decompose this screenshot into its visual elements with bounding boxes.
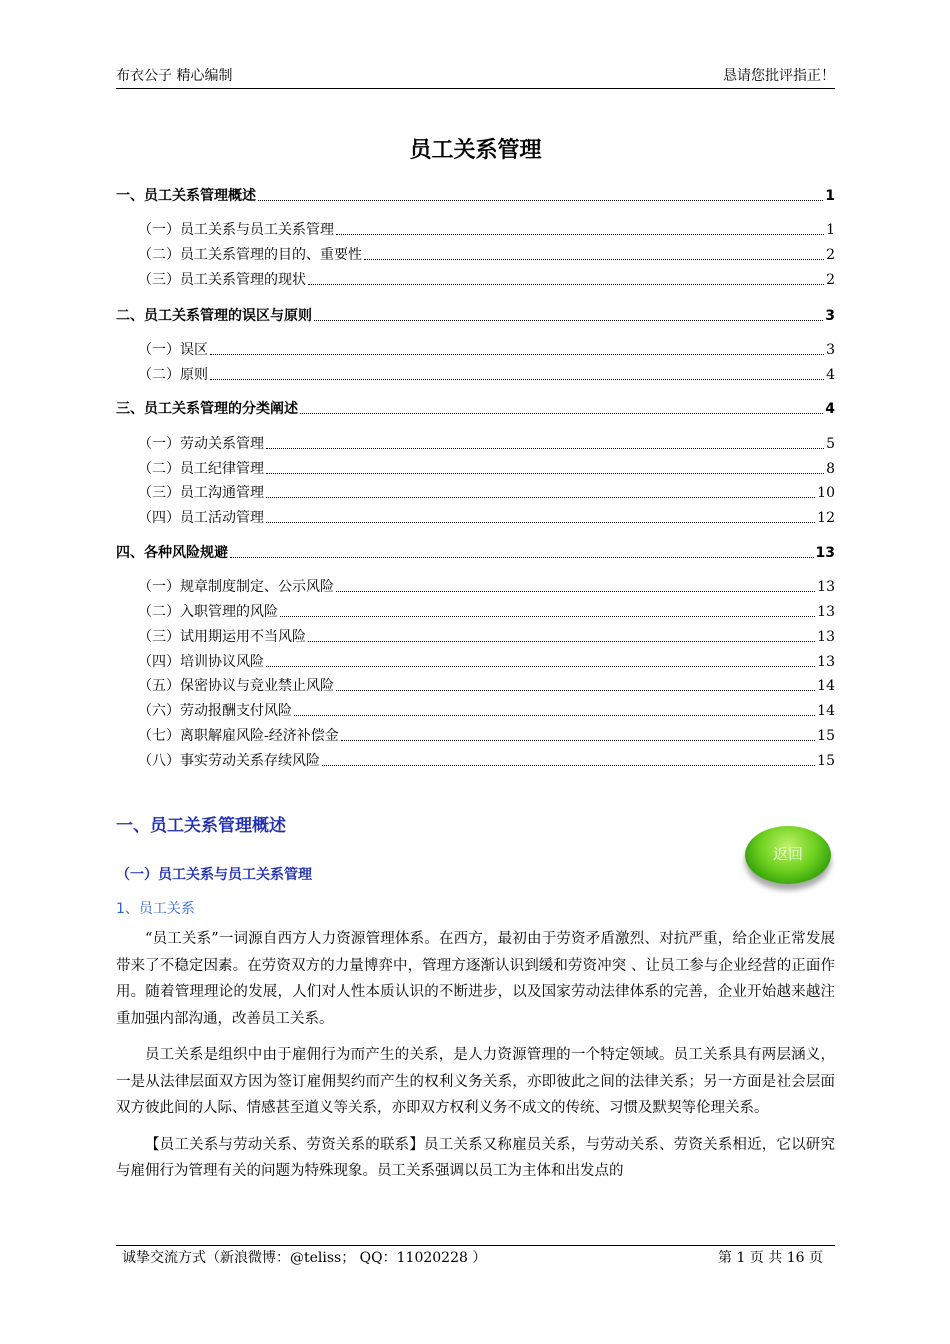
toc-entry-page: 15 <box>817 753 835 769</box>
toc-entry-title: （二）原则 <box>138 367 208 383</box>
toc-entry-page: 1 <box>825 188 835 204</box>
toc-entry-page: 13 <box>815 545 835 561</box>
header-left-text: 布衣公子 精心编制 <box>116 68 233 84</box>
toc-entry-page: 3 <box>825 308 835 324</box>
toc-entry[interactable] <box>116 652 835 672</box>
toc-entry-page: 15 <box>817 728 835 744</box>
toc-entry-title: （一）员工关系与员工关系管理 <box>138 222 334 238</box>
toc-entry-title: （一）劳动关系管理 <box>138 436 264 452</box>
toc-entry-title: （一）误区 <box>138 342 208 358</box>
toc-entry-title: （二）员工关系管理的目的、重要性 <box>138 247 362 263</box>
toc-dot-leader <box>294 715 815 716</box>
toc-entry[interactable] <box>116 399 835 419</box>
toc-dot-leader <box>266 522 815 523</box>
toc-entry[interactable] <box>116 340 835 360</box>
toc-entry-page: 1 <box>826 222 835 238</box>
paragraph: 【员工关系与劳动关系、劳资关系的联系】员工关系又称雇员关系，与劳动关系、劳资关系相近，它以研究与雇佣行为管理有关的问题为特殊现象。员工关系强调以员工为主体和出发点的 <box>116 1136 835 1179</box>
toc-dot-leader <box>210 379 824 380</box>
toc-entry[interactable] <box>116 186 835 206</box>
toc-dot-leader <box>336 234 824 235</box>
toc-entry-title: 四、各种风险规避 <box>116 545 228 561</box>
toc-dot-leader <box>308 284 824 285</box>
toc-entry-title: （三）员工沟通管理 <box>138 485 264 501</box>
toc-entry-page: 5 <box>826 436 835 452</box>
toc-entry-page: 4 <box>826 367 835 383</box>
toc-entry-title: （四）员工活动管理 <box>138 510 264 526</box>
toc-dot-leader <box>266 497 815 498</box>
paragraph: 员工关系是组织中由于雇佣行为而产生的关系，是人力资源管理的一个特定领域。员工关系具有两层涵义，一是从法律层面双方因为签订雇佣契约而产生的权利义务关系，亦即彼此之间的法律关系；另一方面是社会层面双方彼此间的人际、情感甚至道义等关系，亦即双方权利义务不成文的传统、习惯及默契等伦理关系。 <box>116 1047 835 1116</box>
header-right-text: 恳请您批评指正！ <box>723 68 835 84</box>
toc-entry-page: 4 <box>825 401 835 417</box>
section-heading: 一、员工关系管理概述 <box>116 816 286 836</box>
toc-entry[interactable] <box>116 459 835 479</box>
toc-entry[interactable] <box>116 577 835 597</box>
toc-dot-leader <box>266 473 824 474</box>
toc-dot-leader <box>341 740 815 741</box>
toc-entry-page: 12 <box>817 510 835 526</box>
toc-entry-title: 三、员工关系管理的分类阐述 <box>116 401 298 417</box>
toc-dot-leader <box>314 320 823 321</box>
toc-entry-title: （五）保密协议与竞业禁止风险 <box>138 678 334 694</box>
toc-entry-title: （二）入职管理的风险 <box>138 604 278 620</box>
toc-entry-page: 14 <box>817 703 835 719</box>
toc-entry[interactable] <box>116 245 835 265</box>
toc-entry-page: 2 <box>826 247 835 263</box>
toc-entry-page: 10 <box>817 485 835 501</box>
toc-entry[interactable] <box>116 751 835 771</box>
toc-entry-title: （一）规章制度制定、公示风险 <box>138 579 334 595</box>
toc-entry[interactable] <box>116 726 835 746</box>
toc-dot-leader <box>230 557 814 558</box>
toc-dot-leader <box>336 690 815 691</box>
toc-dot-leader <box>308 641 815 642</box>
toc-entry-title: （三）试用期运用不当风险 <box>138 629 306 645</box>
page-footer <box>116 1245 835 1268</box>
body-text <box>116 926 835 1195</box>
toc-entry[interactable] <box>116 270 835 290</box>
toc-entry-page: 14 <box>817 678 835 694</box>
toc-entry-title: （六）劳动报酬支付风险 <box>138 703 292 719</box>
footer-page-number: 第 1 页 共 16 页 <box>718 1250 823 1266</box>
subsection-heading: （一）员工关系与员工关系管理 <box>116 867 312 883</box>
back-button[interactable]: 返回 <box>745 826 831 884</box>
toc-entry-title: 二、员工关系管理的误区与原则 <box>116 308 312 324</box>
toc-entry[interactable] <box>116 365 835 385</box>
paragraph: “员工关系”一词源自西方人力资源管理体系。在西方，最初由于劳资矛盾激烈、对抗严重，给企业正常发展带来了不稳定因素。在劳资双方的力量博弈中，管理方逐渐认识到缓和劳资冲突 、让员工参与企业经营的正面作用。随着管理理论的发展，人们对人性本质认识的不断进步，以及国家劳动法律体系的完善，企业开始越来越注重加强内部沟通，改善员工关系。 <box>116 931 835 1027</box>
toc-dot-leader <box>210 354 824 355</box>
toc-dot-leader <box>266 666 815 667</box>
toc-entry-page: 2 <box>826 272 835 288</box>
toc-entry-page: 13 <box>817 654 835 670</box>
toc-entry[interactable] <box>116 676 835 696</box>
footer-contact: 诚挚交流方式（新浪微博：@teliss； QQ：11020228 ） <box>122 1250 487 1266</box>
toc-entry[interactable] <box>116 434 835 454</box>
toc-entry[interactable] <box>116 627 835 647</box>
toc-entry-title: （三）员工关系管理的现状 <box>138 272 306 288</box>
toc-entry[interactable] <box>116 602 835 622</box>
toc-entry-title: （四）培训协议风险 <box>138 654 264 670</box>
toc-entry-title: 一、员工关系管理概述 <box>116 188 256 204</box>
toc-entry[interactable] <box>116 508 835 528</box>
toc-entry[interactable] <box>116 220 835 240</box>
toc-dot-leader <box>336 591 815 592</box>
toc-entry[interactable] <box>116 701 835 721</box>
toc-entry[interactable] <box>116 543 835 563</box>
toc-entry-page: 8 <box>826 461 835 477</box>
toc-entry[interactable] <box>116 483 835 503</box>
toc-dot-leader <box>322 765 815 766</box>
toc-entry[interactable] <box>116 306 835 326</box>
toc-dot-leader <box>280 616 815 617</box>
toc-dot-leader <box>364 259 824 260</box>
toc-entry-title: （八）事实劳动关系存续风险 <box>138 753 320 769</box>
toc-dot-leader <box>300 413 823 414</box>
page-header <box>116 66 835 89</box>
toc-dot-leader <box>258 200 823 201</box>
subsubsection-heading: 1、员工关系 <box>116 901 195 917</box>
toc-entry-title: （七）离职解雇风险-经济补偿金 <box>138 728 339 744</box>
toc-entry-page: 13 <box>817 604 835 620</box>
toc-entry-page: 3 <box>826 342 835 358</box>
toc-entry-page: 13 <box>817 579 835 595</box>
toc-entry-page: 13 <box>817 629 835 645</box>
toc-dot-leader <box>266 448 824 449</box>
document-title: 员工关系管理 <box>409 138 542 163</box>
toc-entry-title: （二）员工纪律管理 <box>138 461 264 477</box>
